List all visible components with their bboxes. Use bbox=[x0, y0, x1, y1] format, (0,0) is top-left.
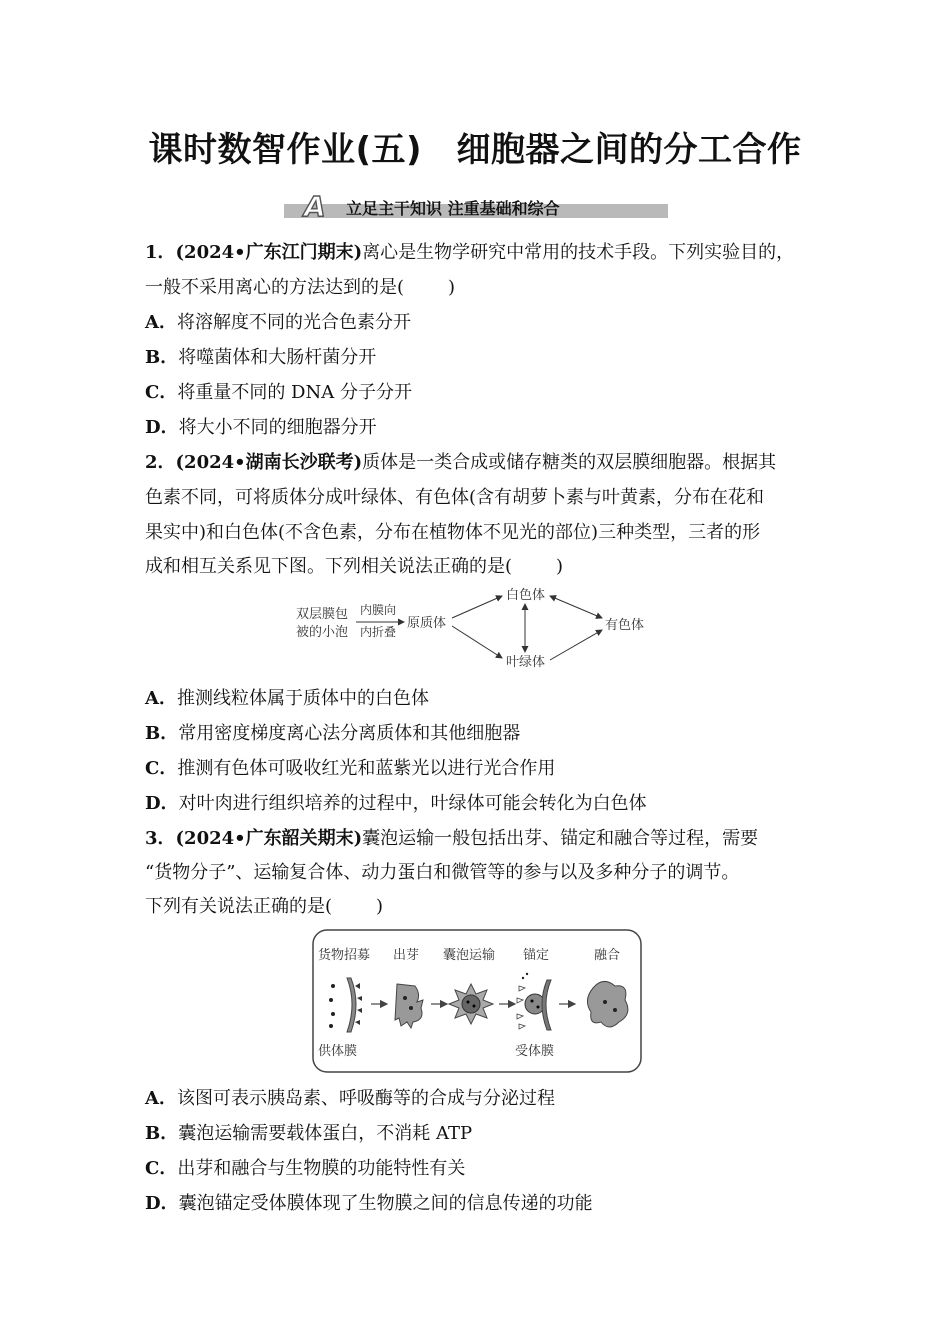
option-label: D． bbox=[145, 1193, 179, 1214]
section-heading: 立足主干知识 注重基础和综合 bbox=[346, 199, 560, 218]
q3-stem-line2: “货物分子”、运输复合体、动力蛋白和微管等的参与以及多种分子的调节。 bbox=[145, 862, 740, 883]
acceptor-membrane-label: 受体膜 bbox=[515, 1044, 555, 1059]
vesicle-icon bbox=[449, 984, 493, 1024]
q3-option-a[interactable] bbox=[145, 1088, 555, 1110]
q1-stem-line1 bbox=[145, 242, 794, 264]
arrow-label-bottom: 内折叠 bbox=[360, 625, 397, 639]
donor-membrane-label: 供体膜 bbox=[318, 1044, 358, 1059]
q3-source: (2024•广东韶关期末) bbox=[175, 828, 363, 849]
option-text: 对叶肉进行组织培养的过程中，叶绿体可能会转化为白色体 bbox=[178, 793, 647, 814]
q3-stem-line3 bbox=[145, 896, 383, 918]
option-text: 将溶解度不同的光合色素分开 bbox=[176, 312, 411, 333]
q3-number: 3． bbox=[145, 828, 176, 849]
q2-stem-line3: 果实中)和白色体(不含色素，分布在植物体不见光的部位)三种类型，三者的形 bbox=[145, 522, 761, 543]
q1-answer-paren: ) bbox=[448, 277, 456, 298]
option-label: A． bbox=[145, 688, 177, 709]
q2-number: 2． bbox=[145, 452, 176, 473]
arrow-to-leucoplast bbox=[452, 596, 502, 618]
proplastid-label: 原质体 bbox=[407, 616, 447, 631]
option-label: B． bbox=[145, 347, 179, 368]
q2-option-c[interactable] bbox=[145, 758, 555, 780]
source-vesicle-label: 双层膜包 bbox=[296, 607, 349, 622]
tethering-icon bbox=[517, 973, 551, 1030]
option-label: A． bbox=[145, 1088, 177, 1109]
q3-option-b[interactable] bbox=[145, 1123, 472, 1145]
option-text: 将重量不同的 DNA 分子分开 bbox=[177, 382, 412, 403]
step-budding-label: 出芽 bbox=[393, 948, 420, 963]
option-text: 将噬菌体和大肠杆菌分开 bbox=[178, 347, 377, 368]
option-text: 将大小不同的细胞器分开 bbox=[178, 417, 377, 438]
donor-membrane-icon bbox=[329, 978, 362, 1032]
arrow-leuco-chromo bbox=[550, 596, 602, 618]
page-title: 课时数智作业(五) 细胞器之间的分工合作 bbox=[148, 130, 802, 170]
option-label: D． bbox=[145, 417, 179, 438]
q2-option-b[interactable] bbox=[145, 723, 520, 745]
q2-stem-line2: 色素不同，可将质体分成叶绿体、有色体(含有胡萝卜素与叶黄素，分布在花和 bbox=[145, 487, 765, 508]
option-text: 该图可表示胰岛素、呼吸酶等的合成与分泌过程 bbox=[176, 1088, 555, 1109]
q1-option-a[interactable] bbox=[145, 312, 411, 334]
step-fusion-label: 融合 bbox=[594, 948, 621, 963]
option-text: 推测线粒体属于质体中的白色体 bbox=[176, 688, 429, 709]
leucoplast-label: 白色体 bbox=[506, 588, 546, 603]
arrow-to-chloroplast bbox=[452, 626, 502, 658]
option-label: C． bbox=[145, 1158, 178, 1179]
section-banner bbox=[284, 192, 668, 222]
fusion-icon bbox=[587, 981, 627, 1027]
arrow-chloro-chromo bbox=[550, 630, 602, 660]
option-label: D． bbox=[145, 793, 179, 814]
q3-answer-paren: ) bbox=[376, 896, 384, 917]
chloroplast-label: 叶绿体 bbox=[506, 655, 546, 670]
step-tethering-label: 锚定 bbox=[523, 948, 550, 963]
q1-stem-line2 bbox=[145, 277, 455, 299]
q2-source: (2024•湖南长沙联考) bbox=[175, 452, 363, 473]
q3-stem-text: 囊泡运输一般包括出芽、锚定和融合等过程，需要 bbox=[362, 828, 759, 849]
plastid-diagram bbox=[292, 584, 662, 678]
option-label: A． bbox=[145, 312, 177, 333]
q2-stem-line1 bbox=[145, 452, 776, 474]
q1-source: (2024•广东江门期末) bbox=[175, 242, 363, 263]
option-text: 出芽和融合与生物膜的功能特性有关 bbox=[177, 1158, 466, 1179]
q1-stem-text: 离心是生物学研究中常用的技术手段。下列实验目的， bbox=[362, 242, 795, 263]
arrow-label-top: 内膜向 bbox=[360, 603, 397, 617]
q3-option-d[interactable] bbox=[145, 1193, 593, 1215]
option-text: 囊泡锚定受体膜体现了生物膜之间的信息传递的功能 bbox=[178, 1193, 593, 1214]
q1-option-b[interactable] bbox=[145, 347, 376, 369]
q3-option-c[interactable] bbox=[145, 1158, 465, 1180]
q2-answer-paren: ) bbox=[556, 556, 564, 577]
option-text: 常用密度梯度离心法分离质体和其他细胞器 bbox=[178, 723, 521, 744]
q3-stem-line1 bbox=[145, 828, 758, 850]
chromoplast-label: 有色体 bbox=[605, 618, 645, 633]
step-vesicle-transport-label: 囊泡运输 bbox=[443, 948, 496, 963]
q2-stem-text: 质体是一类合成或储存糖类的双层膜细胞器。根据其 bbox=[362, 452, 777, 473]
step-cargo-recruit-label: 货物招募 bbox=[318, 948, 371, 963]
q1-option-d[interactable] bbox=[145, 417, 377, 439]
q3-stem-text: 下列有关说法正确的是( bbox=[145, 896, 333, 917]
q2-stem-text: 成和相互关系见下图。下列相关说法正确的是( bbox=[145, 556, 513, 577]
section-letter-icon: A bbox=[304, 190, 326, 223]
source-vesicle-label: 被的小泡 bbox=[296, 625, 349, 640]
q2-option-a[interactable] bbox=[145, 688, 429, 710]
budding-icon bbox=[395, 984, 423, 1028]
vesicle-transport-diagram bbox=[311, 928, 643, 1078]
option-text: 推测有色体可吸收红光和蓝紫光以进行光合作用 bbox=[177, 758, 556, 779]
option-label: C． bbox=[145, 758, 178, 779]
option-label: B． bbox=[145, 723, 179, 744]
option-label: B． bbox=[145, 1123, 179, 1144]
q2-option-d[interactable] bbox=[145, 793, 647, 815]
option-text: 囊泡运输需要载体蛋白，不消耗 ATP bbox=[178, 1123, 473, 1144]
q1-number: 1． bbox=[145, 242, 176, 263]
option-label: C． bbox=[145, 382, 178, 403]
q2-stem-line4 bbox=[145, 556, 563, 578]
q1-stem-text: 一般不采用离心的方法达到的是( bbox=[145, 277, 405, 298]
q1-option-c[interactable] bbox=[145, 382, 412, 404]
